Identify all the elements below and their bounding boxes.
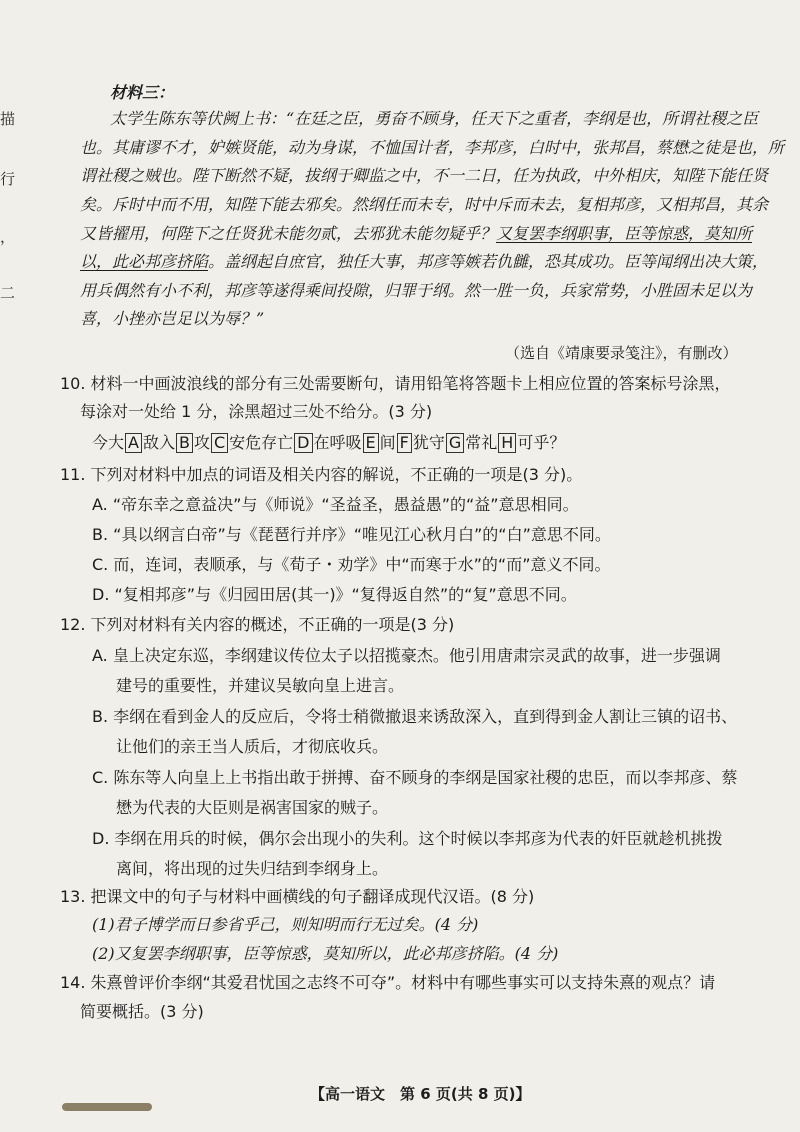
q10-segment: 敌入: [142, 433, 175, 452]
answer-box-a: A: [125, 433, 142, 453]
material3-line: 太学生陈东等伏阙上书：“在廷之臣，勇奋不顾身，任天下之重者，李纲是也，所谓社稷之臣: [110, 109, 759, 128]
q13-item-2: (2)又复罢李纲职事，臣等惊惑，莫知所以，此必邦彦挤陷。(4 分): [92, 944, 559, 963]
q14-stem: 14. 朱熹曾评价李纲“其爱君忧国之志终不可夺”。材料中有哪些事实可以支持朱熹的观点？请: [60, 973, 716, 992]
scan-smudge: [62, 1103, 152, 1111]
material3-line: 喜，小挫亦岂足以为辱？”: [80, 309, 265, 328]
q10-segment: 今大: [92, 433, 125, 452]
q13-item-1: (1)君子博学而日参省乎己，则知明而行无过矣。(4 分): [92, 915, 479, 934]
q12-option-d-cont: 离间，将出现的过失归结到李纲身上。: [116, 859, 389, 878]
q13-stem: 13. 把课文中的句子与材料中画横线的句子翻译成现代汉语。(8 分): [60, 887, 535, 906]
q12-option-a-cont: 建号的重要性，并建议吴敏向皇上进言。: [116, 676, 405, 695]
material3-line: 用兵偶然有小不利，邦彦等遂得乘间投隙，归罪于纲。然一胜一负，兵家常势，小胜固未足以为: [80, 281, 753, 300]
q12-option-d: D. 李纲在用兵的时候，偶尔会出现小的失利。这个时候以李邦彦为代表的奸臣就趁机挑拨: [92, 829, 723, 848]
material3-line: 也。其庸谬不才，妒嫉贤能，动为身谋，不恤国计者，李邦彦，白时中，张邦昌，蔡懋之徒是也，所: [80, 138, 785, 157]
q12-option-c-cont: 懋为代表的大臣则是祸害国家的贼子。: [116, 798, 389, 817]
q12-option-b-cont: 让他们的亲王当人质后，才彻底收兵。: [116, 737, 389, 756]
answer-box-d: D: [294, 433, 312, 453]
material3-heading: 材料三：: [110, 83, 175, 102]
q10-segment: 常礼: [465, 433, 498, 452]
q11-option-d: D. “复相邦彦”与《归园田居(其一)》“复得返自然”的“复”意思不同。: [92, 585, 577, 604]
material3-line: [80, 221, 752, 244]
source-citation: （选自《靖康要录笺注》，有删改）: [505, 344, 738, 362]
margin-char: ，: [0, 228, 16, 246]
q11-stem: 11. 下列对材料中加点的词语及相关内容的解说，不正确的一项是(3 分)。: [60, 465, 583, 484]
q10-segment: 间: [379, 433, 396, 452]
material3-line6-text: 。盖纲起自庶官，独任大事，邦彦等嫉若仇雠，恐其成功。臣等闻纲出决大策，: [208, 252, 769, 271]
answer-box-e: E: [363, 433, 379, 453]
q10-segment: 可乎？: [517, 433, 566, 452]
q10-segment: 在呼吸: [313, 433, 362, 452]
q10-stem: 10. 材料一中画波浪线的部分有三处需要断句，请用铅笔将答题卡上相应位置的答案标号涂黑，: [60, 374, 731, 393]
q10-stem-cont: 每涂对一处给 1 分，涂黑超过三处不给分。(3 分): [80, 402, 433, 421]
answer-box-g: G: [446, 433, 464, 453]
material3-line5-text: 又皆擢用，何陛下之任贤犹未能勿贰，去邪犹未能勿疑乎？: [80, 224, 497, 243]
q12-option-c: C. 陈东等人向皇上上书指出敢于拼搏、奋不顾身的李纲是国家社稷的忠臣，而以李邦彦、蔡: [92, 768, 738, 787]
q10-segment: 安危存亡: [229, 433, 294, 452]
q10-segment: 犹守: [412, 433, 445, 452]
material3-line: 谓社稷之贼也。陛下断然不疑，拔纲于卿监之中，不一二日，任为执政，中外相庆，知陛下能任贤: [80, 166, 769, 185]
margin-char: 描: [0, 110, 16, 128]
answer-box-h: H: [498, 433, 516, 453]
underlined-sentence: 又复罢李纲职事，臣等惊惑，莫知所: [496, 224, 753, 243]
answer-box-f: F: [397, 433, 412, 453]
material3-line: 矣。斥时中而不用，知陛下能去邪矣。然纲任而未专，时中斥而未去，复相邦彦，又相邦昌，其余: [80, 195, 769, 214]
underlined-sentence: 以，此必邦彦挤陷: [80, 252, 209, 271]
q11-option-b: B. “具以纲言白帝”与《琵琶行并序》“唯见江心秋月白”的“白”意思不同。: [92, 525, 611, 544]
answer-box-c: C: [211, 433, 228, 453]
page-footer: 【高一语文 第 6 页(共 8 页)】: [310, 1085, 531, 1103]
q12-option-b: B. 李纲在看到金人的反应后，令将士稍微撤退来诱敌深入，直到得到金人割让三镇的诏书、: [92, 707, 738, 726]
q10-segment: 攻: [193, 433, 210, 452]
margin-char: 二: [0, 284, 16, 302]
q10-sentence: [92, 430, 565, 453]
q11-option-a: A. “帝东幸之意益决”与《师说》“圣益圣，愚益愚”的“益”意思相同。: [92, 495, 579, 514]
margin-char: 行: [0, 170, 16, 188]
q12-stem: 12. 下列对材料有关内容的概述，不正确的一项是(3 分): [60, 615, 455, 634]
q14-stem-cont: 简要概括。(3 分): [80, 1002, 204, 1021]
material3-line: [80, 249, 768, 272]
q11-option-c: C. 而，连词，表顺承，与《荀子・劝学》中“而寒于水”的“而”意义不同。: [92, 555, 611, 574]
q12-option-a: A. 皇上决定东巡，李纲建议传位太子以招揽豪杰。他引用唐肃宗灵武的故事，进一步强调: [92, 646, 721, 665]
answer-box-b: B: [176, 433, 193, 453]
